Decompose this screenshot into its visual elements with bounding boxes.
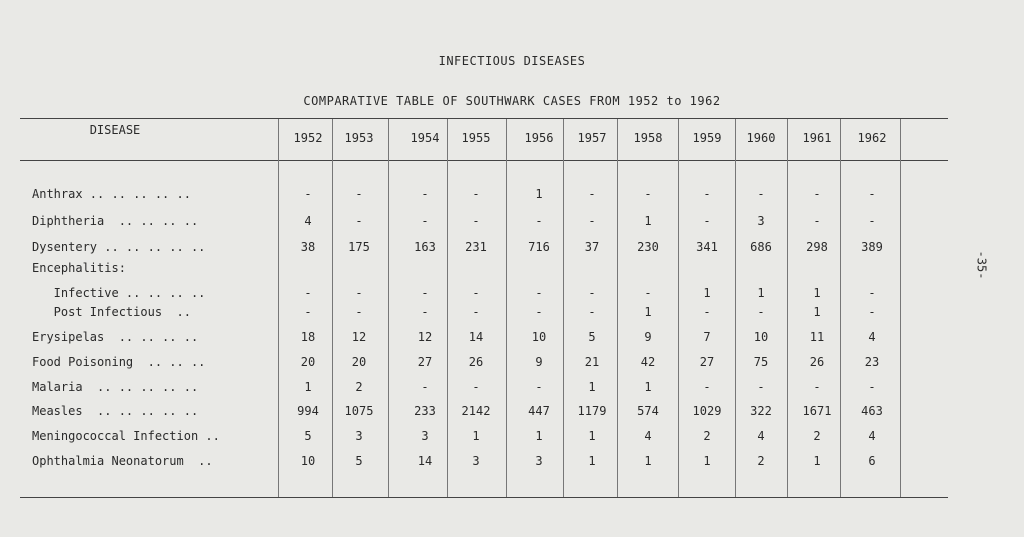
table-cell: 26: [468, 355, 484, 369]
table-cell: 230: [637, 240, 659, 254]
column-divider: [278, 119, 279, 497]
table-cell: -: [868, 286, 876, 300]
table-cell: 21: [584, 355, 600, 369]
table-cell: 2142: [461, 404, 491, 418]
year-column-header: 1952: [293, 131, 323, 145]
table-cell: -: [355, 305, 363, 319]
table-cell: -: [535, 305, 543, 319]
table-cell: -: [472, 380, 480, 394]
table-cell: 1: [813, 305, 821, 319]
disease-label: Erysipelas .. .. .. ..: [32, 330, 199, 344]
table-cell: 18: [300, 330, 316, 344]
table-cell: -: [644, 187, 652, 201]
table-cell: 4: [644, 429, 652, 443]
table-cell: 1: [644, 214, 652, 228]
table-cell: 1: [588, 380, 596, 394]
table-cell: 389: [861, 240, 883, 254]
table-cell: 23: [864, 355, 880, 369]
disease-label: Diphtheria .. .. .. ..: [32, 214, 199, 228]
table-cell: -: [472, 305, 480, 319]
column-divider: [900, 119, 901, 497]
table-cell: -: [703, 187, 711, 201]
year-column-header: 1958: [633, 131, 663, 145]
table-cell: 5: [355, 454, 363, 468]
table-cell: 5: [588, 330, 596, 344]
table-cell: 1: [588, 454, 596, 468]
disease-label: Meningococcal Infection ..: [32, 429, 220, 443]
table-cell: 12: [417, 330, 433, 344]
table-cell: 20: [300, 355, 316, 369]
table-cell: 322: [750, 404, 772, 418]
table-cell: 75: [753, 355, 769, 369]
table-cell: -: [472, 214, 480, 228]
table-bottom-rule: [20, 497, 948, 498]
table-cell: 3: [472, 454, 480, 468]
disease-label: Encephalitis:: [32, 261, 126, 275]
disease-label: Anthrax .. .. .. .. ..: [32, 187, 191, 201]
table-cell: 574: [637, 404, 659, 418]
year-column-header: 1956: [524, 131, 554, 145]
table-cell: 447: [528, 404, 550, 418]
table-cell: 298: [806, 240, 828, 254]
table-cell: -: [703, 305, 711, 319]
table-cell: -: [535, 380, 543, 394]
table-cell: -: [355, 214, 363, 228]
table-cell: -: [304, 187, 312, 201]
table-cell: 463: [861, 404, 883, 418]
year-column-header: 1960: [746, 131, 776, 145]
disease-label: Infective .. .. .. ..: [32, 286, 206, 300]
table-cell: -: [588, 187, 596, 201]
table-cell: 9: [535, 355, 543, 369]
column-divider: [678, 119, 679, 497]
table-cell: 231: [465, 240, 487, 254]
table-cell: 1: [472, 429, 480, 443]
table-cell: -: [757, 187, 765, 201]
table-cell: 14: [468, 330, 484, 344]
disease-column-header: DISEASE: [89, 123, 141, 137]
table-cell: -: [472, 187, 480, 201]
table-cell: 716: [528, 240, 550, 254]
table-cell: -: [813, 380, 821, 394]
table-cell: 1075: [344, 404, 374, 418]
table-cell: -: [355, 286, 363, 300]
table-cell: 1: [703, 454, 711, 468]
year-column-header: 1955: [461, 131, 491, 145]
table-cell: 1: [813, 286, 821, 300]
table-cell: 1671: [802, 404, 832, 418]
table-cell: 27: [417, 355, 433, 369]
table-cell: 38: [300, 240, 316, 254]
table-cell: -: [355, 187, 363, 201]
table-cell: 994: [297, 404, 319, 418]
document-title: INFECTIOUS DISEASES: [438, 54, 586, 68]
table-cell: -: [535, 214, 543, 228]
table-cell: -: [421, 214, 429, 228]
year-column-header: 1953: [344, 131, 374, 145]
table-cell: 2: [813, 429, 821, 443]
table-cell: 1: [644, 454, 652, 468]
table-cell: 1: [757, 286, 765, 300]
table-cell: -: [421, 286, 429, 300]
table-cell: 4: [757, 429, 765, 443]
table-cell: 4: [868, 429, 876, 443]
table-cell: 233: [414, 404, 436, 418]
table-cell: -: [421, 187, 429, 201]
table-cell: 3: [757, 214, 765, 228]
table-cell: 3: [421, 429, 429, 443]
table-cell: 2: [757, 454, 765, 468]
disease-label: Dysentery .. .. .. .. ..: [32, 240, 206, 254]
disease-label: Measles .. .. .. .. ..: [32, 404, 199, 418]
year-column-header: 1954: [410, 131, 440, 145]
table-cell: 1179: [577, 404, 607, 418]
table-cell: -: [813, 187, 821, 201]
table-cell: 3: [355, 429, 363, 443]
table-cell: 10: [531, 330, 547, 344]
table-cell: -: [304, 286, 312, 300]
table-cell: 1: [703, 286, 711, 300]
table-cell: -: [868, 214, 876, 228]
table-cell: -: [703, 214, 711, 228]
year-column-header: 1962: [857, 131, 887, 145]
table-cell: 12: [351, 330, 367, 344]
table-cell: 26: [809, 355, 825, 369]
table-cell: 4: [868, 330, 876, 344]
table-cell: -: [644, 286, 652, 300]
table-cell: -: [472, 286, 480, 300]
table-cell: -: [588, 286, 596, 300]
table-cell: -: [757, 380, 765, 394]
table-cell: -: [588, 214, 596, 228]
table-cell: -: [868, 380, 876, 394]
column-divider: [787, 119, 788, 497]
table-cell: -: [421, 305, 429, 319]
table-cell: -: [588, 305, 596, 319]
table-cell: 10: [300, 454, 316, 468]
table-cell: -: [421, 380, 429, 394]
table-cell: 2: [703, 429, 711, 443]
disease-label: Ophthalmia Neonatorum ..: [32, 454, 213, 468]
table-cell: 42: [640, 355, 656, 369]
table-cell: 7: [703, 330, 711, 344]
column-divider: [506, 119, 507, 497]
table-cell: 27: [699, 355, 715, 369]
table-cell: 3: [535, 454, 543, 468]
table-cell: -: [535, 286, 543, 300]
disease-label: Malaria .. .. .. .. ..: [32, 380, 199, 394]
table-cell: 1029: [692, 404, 722, 418]
table-cell: 9: [644, 330, 652, 344]
table-cell: 686: [750, 240, 772, 254]
table-cell: 341: [696, 240, 718, 254]
table-cell: -: [868, 187, 876, 201]
table-cell: 1: [588, 429, 596, 443]
column-divider: [617, 119, 618, 497]
table-cell: 5: [304, 429, 312, 443]
table-cell: 1: [535, 187, 543, 201]
table-cell: -: [304, 305, 312, 319]
table-cell: 175: [348, 240, 370, 254]
table-cell: 14: [417, 454, 433, 468]
table-cell: 37: [584, 240, 600, 254]
table-cell: -: [868, 305, 876, 319]
disease-label: Post Infectious ..: [32, 305, 191, 319]
disease-label: Food Poisoning .. .. ..: [32, 355, 206, 369]
table-cell: 6: [868, 454, 876, 468]
table-cell: 20: [351, 355, 367, 369]
year-column-header: 1961: [802, 131, 832, 145]
table-cell: 1: [813, 454, 821, 468]
column-divider: [388, 119, 389, 497]
table-cell: 1: [644, 380, 652, 394]
table-cell: 2: [355, 380, 363, 394]
table-cell: 1: [644, 305, 652, 319]
table-cell: 11: [809, 330, 825, 344]
table-cell: 4: [304, 214, 312, 228]
year-column-header: 1957: [577, 131, 607, 145]
table-cell: -: [813, 214, 821, 228]
table-cell: 1: [304, 380, 312, 394]
table-cell: -: [757, 305, 765, 319]
page-number: -35-: [974, 250, 989, 280]
year-column-header: 1959: [692, 131, 722, 145]
table-subtitle: COMPARATIVE TABLE OF SOUTHWARK CASES FROM 1952 to 1962: [303, 94, 721, 108]
table-cell: 10: [753, 330, 769, 344]
table-cell: -: [703, 380, 711, 394]
table-cell: 163: [414, 240, 436, 254]
table-cell: 1: [535, 429, 543, 443]
table-header-rule: [20, 160, 948, 161]
table-top-rule: [20, 118, 948, 119]
